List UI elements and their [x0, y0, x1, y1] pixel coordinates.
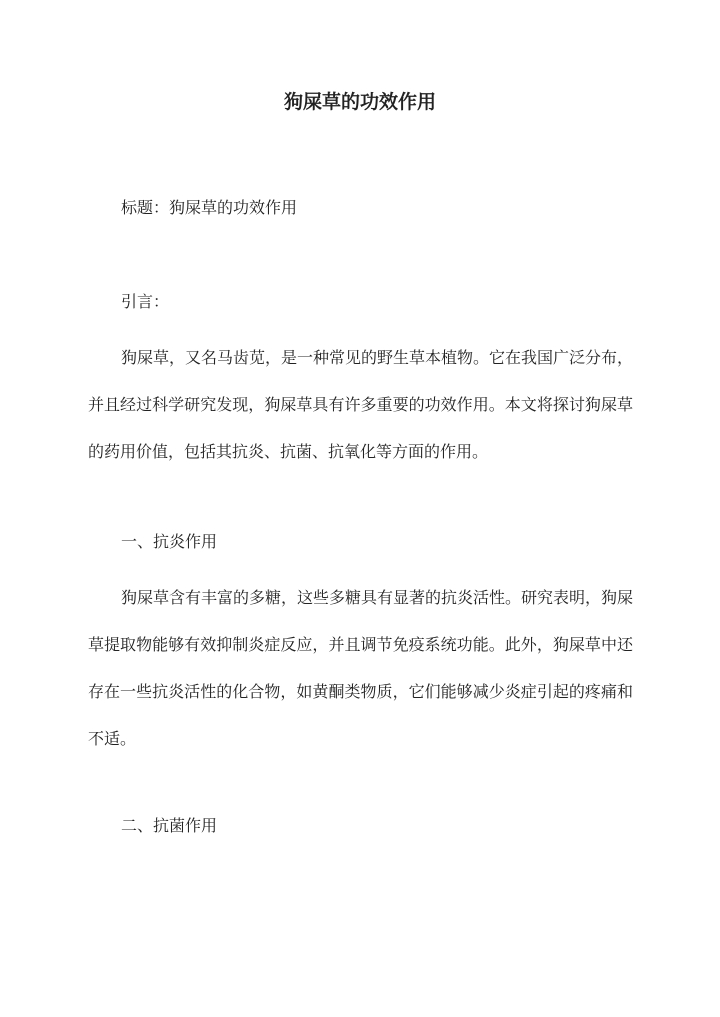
document-title: 狗屎草的功效作用 — [283, 91, 436, 113]
section-paragraph-anti-inflammatory: 狗屎草含有丰富的多糖，这些多糖具有显著的抗炎活性。研究表明，狗屎草提取物能够有效抑制炎症反应，并且调节免疫系统功能。此外，狗屎草中还存在一些抗炎活性的化合物，如黄酮类物质，它们能够减少炎症引起的疼痛和不适。 — [88, 588, 634, 748]
subject-line: 标题：狗屎草的功效作用 — [121, 198, 298, 217]
section-heading-anti-inflammatory: 一、抗炎作用 — [121, 532, 218, 551]
intro-heading: 引言： — [121, 292, 170, 311]
intro-paragraph: 狗屎草，又名马齿苋，是一种常见的野生草本植物。它在我国广泛分布，并且经过科学研究发现，狗屎草具有许多重要的功效作用。本文将探讨狗屎草的药用价值，包括其抗炎、抗菌、抗氧化等方面的作用。 — [88, 348, 634, 461]
section-heading-antibacterial: 二、抗菌作用 — [121, 816, 218, 835]
